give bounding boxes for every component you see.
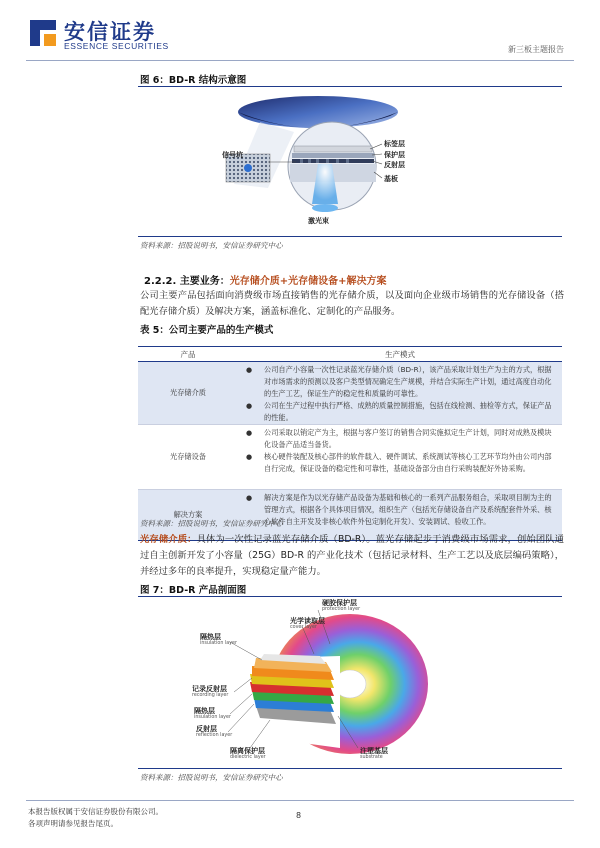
layer-label-en: reflection layer bbox=[196, 733, 233, 738]
list-item bbox=[246, 451, 558, 475]
bullet-text: 公司采取以销定产为主，根据与客户签订的销售合同实施拟定生产计划，同时对成熟及模块化设备产品适当备货。 bbox=[264, 428, 552, 449]
list-item bbox=[246, 400, 558, 424]
list-item bbox=[246, 427, 558, 451]
figure-7-rule bbox=[138, 596, 562, 597]
table-5-source: 资料来源：招股说明书，安信证券研究中心 bbox=[140, 519, 283, 528]
logo-text-en: ESSENCE SECURITIES bbox=[64, 41, 169, 51]
production-mode-table bbox=[138, 346, 562, 541]
section-heading bbox=[144, 272, 387, 287]
table-cell-product: 光存储介质 bbox=[170, 388, 206, 397]
footer-copyright: 本报告版权属于安信证券股份有限公司。 bbox=[28, 807, 163, 816]
label-reflect-layer: 反射层 bbox=[384, 161, 405, 169]
table-cell-product: 解决方案 bbox=[173, 510, 203, 519]
label-substrate: 基板 bbox=[384, 175, 398, 183]
header-divider bbox=[26, 60, 574, 61]
table-header-row bbox=[138, 347, 562, 362]
bullet-text: 解决方案是作为以光存储产品设备为基础和核心的一系列产品服务组合，采取项目制为主的管理方式，根据各个具体项目情况，组织生产（包括光存储设备自产及系统配套件外采、核心软件自主开发及非核心软件外包定制化开发）、安装调试、验收工作。 bbox=[264, 493, 552, 526]
footer-divider bbox=[26, 800, 574, 801]
logo-text-cn: 安信证券 bbox=[64, 20, 156, 44]
table-header-product: 产品 bbox=[180, 349, 196, 359]
bullet-text: 公司自产小容量一次性记录蓝光存储介质（BD-R），该产品采取计划生产为主的方式，根据对市场需求的预测以及客户类型情况确定生产规模，并结合实际生产计划，通过高度自动化的生产工艺，保证生产的稳定性和质量的可靠性。 bbox=[264, 365, 552, 398]
layer-label-en: insulation layer bbox=[200, 641, 237, 646]
figure-6-source: 资料来源：招股说明书，安信证券研究中心 bbox=[140, 241, 283, 250]
bullet-text: 核心硬件装配及核心部件的软件载入、硬件调试、系统测试等核心工艺环节均外由公司内部自行完成，保证设备的稳定性和可靠性，基础设备部分由自行采购装配好外协采购。 bbox=[264, 452, 552, 473]
footer-disclaimer: 各项声明请参见报告尾页。 bbox=[28, 819, 118, 828]
bullet-icon: ● bbox=[246, 453, 253, 461]
layer-label-en: substrate bbox=[360, 755, 383, 760]
layer-label: 隔热层 bbox=[194, 707, 215, 715]
figure-6-rule bbox=[138, 86, 562, 87]
figure-7-source: 资料来源：招股说明书，安信证券研究中心 bbox=[140, 773, 283, 782]
bullet-icon: ● bbox=[246, 429, 253, 437]
layer-label: 硬胶保护层 bbox=[322, 599, 357, 607]
layer-label: 光学读取层 bbox=[290, 617, 325, 625]
layer-label-en: protection layer bbox=[322, 607, 361, 612]
label-protect-layer: 保护层 bbox=[384, 151, 405, 159]
label-signal-pit: 信号坑 bbox=[222, 151, 243, 159]
table-row bbox=[138, 425, 562, 490]
table-cell-mode bbox=[238, 362, 562, 424]
layer-label: 隔热层 bbox=[200, 633, 221, 641]
table-cell-mode bbox=[238, 425, 562, 489]
section-number-title: 2.2.2. 主要业务： bbox=[144, 276, 230, 287]
table-header-mode: 生产模式 bbox=[385, 349, 415, 359]
report-type: 新三板主题报告 bbox=[508, 45, 564, 54]
layer-label-en: dielectric layer bbox=[230, 755, 266, 760]
page-number: 8 bbox=[296, 811, 302, 820]
layer-label: 注塑基层 bbox=[360, 747, 388, 755]
layer-label-en: cover layer bbox=[290, 625, 317, 630]
bullet-text: 公司在生产过程中执行严格、成熟的质量控制措施，包括在线检测、抽检等方式，保证产品的性能。 bbox=[264, 401, 552, 422]
table-5-title: 表 5：公司主要产品的生产模式 bbox=[140, 325, 274, 336]
list-item bbox=[246, 364, 558, 400]
media-term: 光存储介质： bbox=[140, 534, 197, 545]
label-label-layer: 标签层 bbox=[384, 140, 405, 148]
bullet-icon: ● bbox=[246, 402, 253, 410]
layer-label: 记录反射层 bbox=[192, 685, 227, 693]
figure-7-title: 图 7：BD-R 产品剖面图 bbox=[140, 585, 247, 596]
list-item bbox=[246, 492, 558, 528]
essence-logo-icon bbox=[28, 18, 58, 48]
figure-6-bottom-rule bbox=[138, 236, 562, 237]
layer-label: 反射层 bbox=[196, 725, 217, 733]
section-highlight: 光存储介质+光存储设备+解决方案 bbox=[229, 276, 387, 287]
layer-label: 隔离保护层 bbox=[230, 747, 265, 755]
page-header bbox=[0, 0, 600, 62]
media-paragraph bbox=[140, 532, 564, 580]
table-cell-product: 光存储设备 bbox=[170, 452, 206, 461]
layer-label-en: insulation layer bbox=[194, 715, 231, 720]
label-laser: 激光束 bbox=[308, 217, 329, 225]
bullet-icon: ● bbox=[246, 366, 253, 374]
figure-7-diagram bbox=[190, 598, 440, 766]
bullet-icon: ● bbox=[246, 494, 253, 502]
intro-paragraph: 公司主要产品包括面向消费级市场直接销售的光存储介质，以及面向企业级市场销售的光存储设备（搭配光存储介质）及解决方案，涵盖标准化、定制化的产品服务。 bbox=[140, 290, 564, 317]
figure-7-bottom-rule bbox=[138, 768, 562, 769]
figure-6-title: 图 6：BD-R 结构示意图 bbox=[140, 75, 247, 86]
media-text: 具体为一次性记录蓝光存储介质（BD-R）。蓝光存储起步于消费级市场需求，创始团队通过自主创新开发了小容量（25G）BD-R 的产业化技术（包括记录材料、生产工艺以及底层编码策略），并经过多年的良率提升，实现稳定量产能力。 bbox=[140, 534, 564, 577]
figure-6-diagram bbox=[220, 92, 420, 234]
table-row bbox=[138, 362, 562, 425]
layer-label-en: recording layer bbox=[192, 693, 229, 698]
